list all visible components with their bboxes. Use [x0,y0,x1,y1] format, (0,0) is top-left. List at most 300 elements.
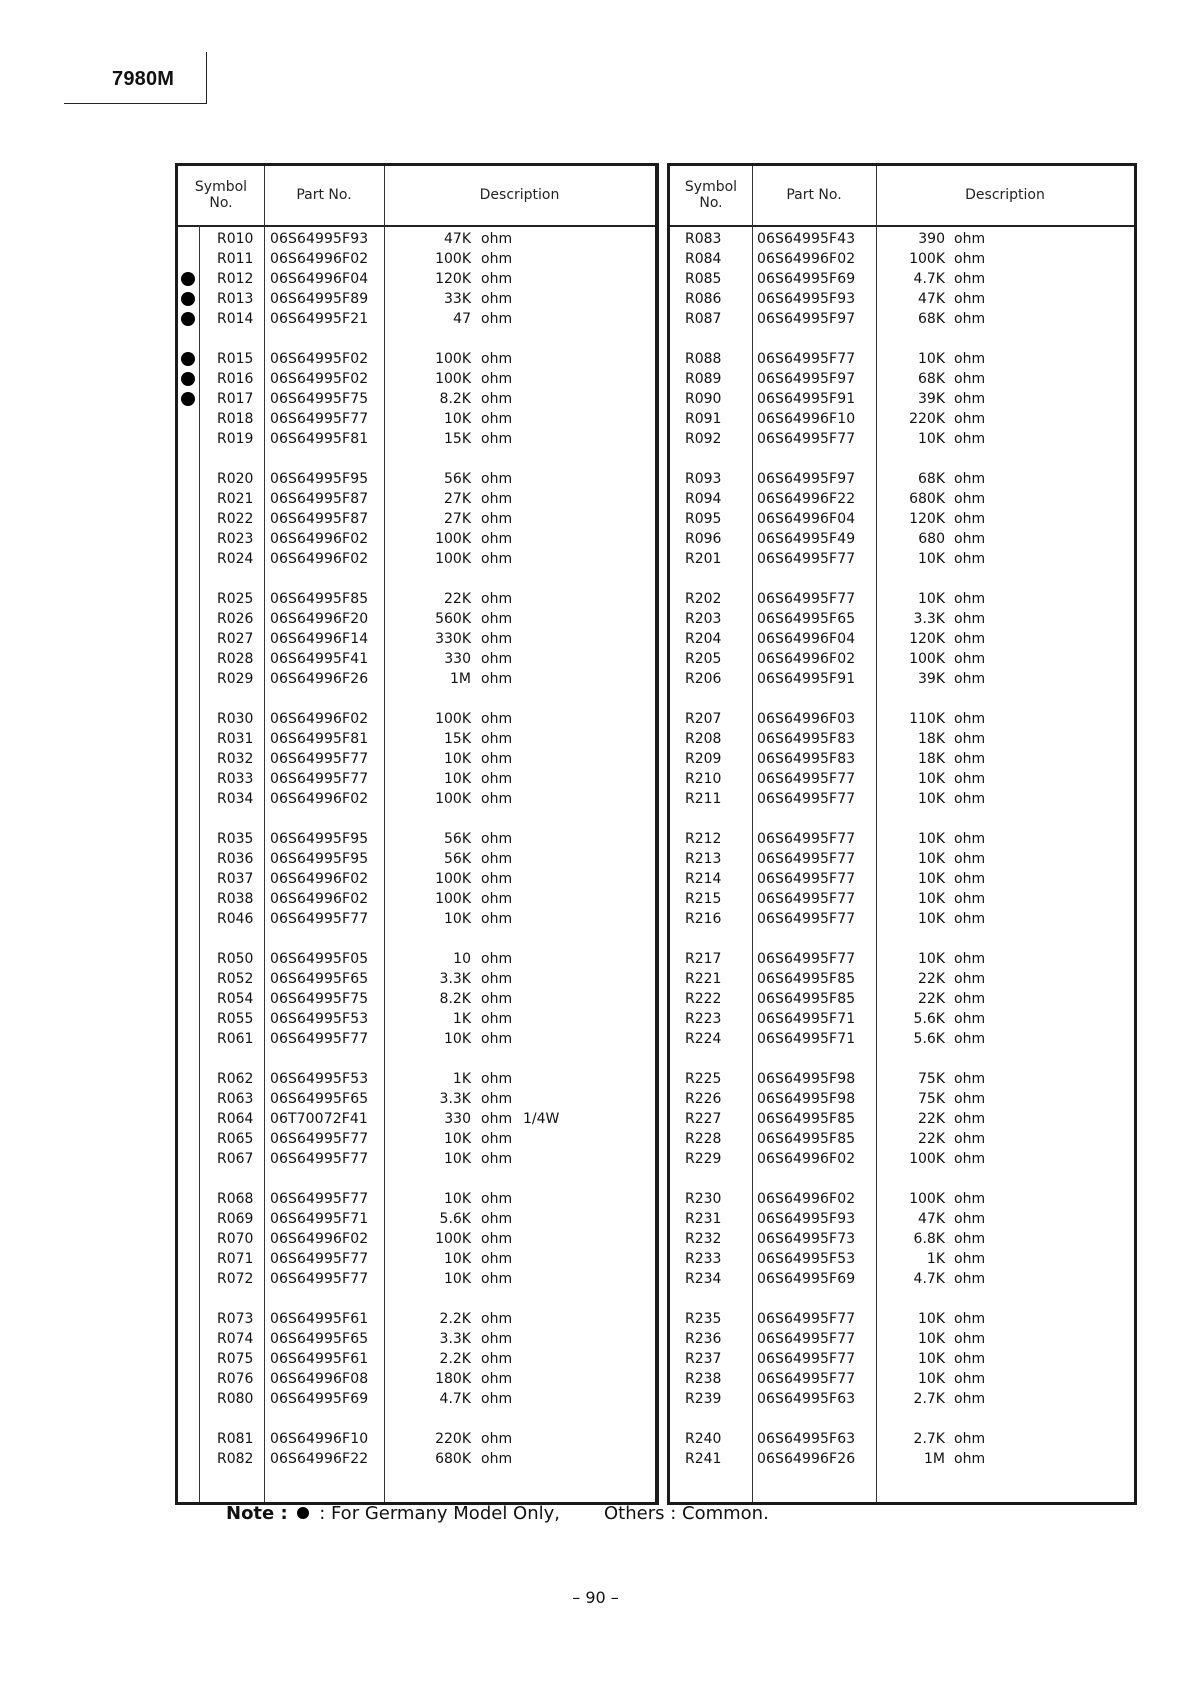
unit-cell: ohm [954,891,986,907]
unit-cell: ohm [954,311,986,327]
symbol-cell: R225 [685,1071,722,1087]
table-row [670,1249,1134,1269]
unit-cell: ohm [481,1031,513,1047]
table-row [178,1229,655,1249]
part-number-cell: 06S64996F02 [270,531,369,547]
unit-cell: ohm [481,1091,513,1107]
symbol-cell: R035 [217,831,254,847]
table-row [670,849,1134,869]
symbol-cell: R023 [217,531,254,547]
value-cell: 22K [444,591,471,607]
value-cell: 10K [444,411,471,427]
value-cell: 15K [444,431,471,447]
unit-cell: ohm [954,1031,986,1047]
symbol-cell: R217 [685,951,722,967]
part-number-cell: 06S64996F02 [270,1231,369,1247]
symbol-cell: R018 [217,411,254,427]
symbol-cell: R091 [685,411,722,427]
symbol-cell: R203 [685,611,722,627]
table-row [670,909,1134,929]
value-cell: 100K [435,351,471,367]
table-row [670,1029,1134,1049]
part-number-cell: 06S64995F53 [757,1251,856,1267]
germany-model-dot-icon [181,272,195,286]
unit-cell: ohm [954,1331,986,1347]
symbol-cell: R235 [685,1311,722,1327]
value-cell: 10K [444,771,471,787]
part-number-cell: 06S64995F77 [270,1031,369,1047]
part-number-cell: 06S64995F63 [757,1431,856,1447]
value-cell: 4.7K [439,1391,471,1407]
value-cell: 8.2K [439,391,471,407]
table-row [178,1129,655,1149]
unit-cell: ohm [954,731,986,747]
unit-cell: ohm [481,791,513,807]
symbol-cell: R211 [685,791,722,807]
value-cell: 10K [918,351,945,367]
part-number-cell: 06S64995F63 [757,1391,856,1407]
part-number-cell: 06S64995F95 [270,471,369,487]
unit-cell: ohm [954,591,986,607]
symbol-cell: R076 [217,1371,254,1387]
unit-cell: ohm [481,1431,513,1447]
value-cell: 8.2K [439,991,471,1007]
parts-table-right [667,163,1137,1505]
unit-cell: ohm [481,1151,513,1167]
part-number-cell: 06S64995F93 [757,1211,856,1227]
value-cell: 10K [444,751,471,767]
value-cell: 2.2K [439,1311,471,1327]
value-cell: 1M [450,671,471,687]
part-number-cell: 06S64995F21 [270,311,369,327]
table-row [670,469,1134,489]
part-number-cell: 06S64995F05 [270,951,369,967]
symbol-cell: R228 [685,1131,722,1147]
value-cell: 75K [918,1091,945,1107]
table-row [670,229,1134,249]
symbol-cell: R082 [217,1451,254,1467]
unit-cell: ohm [481,911,513,927]
part-number-cell: 06S64995F53 [270,1011,369,1027]
part-number-cell: 06S64995F77 [757,911,856,927]
table-row [178,909,655,929]
part-number-cell: 06S64995F77 [757,591,856,607]
symbol-cell: R202 [685,591,722,607]
unit-cell: ohm [481,731,513,747]
table-row [178,1429,655,1449]
table-row [178,1069,655,1089]
table-header [178,166,655,227]
symbol-cell: R030 [217,711,254,727]
header-symbol [670,179,752,211]
symbol-cell: R214 [685,871,722,887]
value-cell: 10K [444,1191,471,1207]
symbol-cell: R201 [685,551,722,567]
symbol-cell: R208 [685,731,722,747]
symbol-cell: R061 [217,1031,254,1047]
value-cell: 1K [452,1071,471,1087]
part-number-cell: 06S64995F77 [270,771,369,787]
page-number: – 90 – [572,1588,619,1607]
value-cell: 100K [435,1231,471,1247]
symbol-cell: R237 [685,1351,722,1367]
part-number-cell: 06S64995F89 [270,291,369,307]
unit-cell: ohm [481,831,513,847]
table-row [670,1309,1134,1329]
value-cell: 10K [918,551,945,567]
table-row [178,769,655,789]
unit-cell: ohm [481,971,513,987]
value-cell: 47K [918,291,945,307]
unit-cell: ohm [954,1231,986,1247]
value-cell: 10K [918,1331,945,1347]
symbol-cell: R027 [217,631,254,647]
table-row [178,1369,655,1389]
unit-cell: ohm [954,1211,986,1227]
unit-cell: ohm [481,511,513,527]
note-others: Others : Common. [604,1503,769,1524]
symbol-cell: R233 [685,1251,722,1267]
table-row [178,229,655,249]
symbol-cell: R095 [685,511,722,527]
part-number-cell: 06S64995F77 [757,1331,856,1347]
unit-cell: ohm [481,771,513,787]
symbol-cell: R020 [217,471,254,487]
unit-cell: ohm [481,1391,513,1407]
table-row [670,269,1134,289]
table-row [670,509,1134,529]
value-cell: 10K [918,591,945,607]
unit-cell: ohm [954,1111,986,1127]
unit-cell: ohm [481,751,513,767]
part-number-cell: 06S64995F95 [270,831,369,847]
part-number-cell: 06S64996F02 [757,251,856,267]
symbol-cell: R210 [685,771,722,787]
symbol-cell: R067 [217,1151,254,1167]
unit-cell: ohm [481,1371,513,1387]
symbol-cell: R240 [685,1431,722,1447]
table-row [178,649,655,669]
symbol-cell: R033 [217,771,254,787]
part-number-cell: 06S64995F65 [270,1091,369,1107]
germany-model-dot-icon [181,392,195,406]
table-row [178,1009,655,1029]
unit-cell: ohm [954,851,986,867]
value-cell: 47K [444,231,471,247]
part-number-cell: 06S64995F77 [270,411,369,427]
table-row [178,729,655,749]
value-cell: 5.6K [913,1031,945,1047]
symbol-cell: R238 [685,1371,722,1387]
symbol-cell: R052 [217,971,254,987]
unit-cell: ohm [954,231,986,247]
parts-table-left [175,163,659,1505]
value-cell: 10K [918,791,945,807]
value-cell: 390 [918,231,945,247]
part-number-cell: 06S64995F98 [757,1091,856,1107]
part-number-cell: 06S64996F14 [270,631,369,647]
symbol-cell: R205 [685,651,722,667]
symbol-cell: R072 [217,1271,254,1287]
symbol-cell: R050 [217,951,254,967]
part-number-cell: 06S64995F77 [270,1151,369,1167]
value-cell: 10K [444,1251,471,1267]
table-header [670,166,1134,227]
part-number-cell: 06S64995F85 [757,971,856,987]
symbol-cell: R241 [685,1451,722,1467]
part-number-cell: 06S64995F69 [757,271,856,287]
part-number-cell: 06S64996F08 [270,1371,369,1387]
part-number-cell: 06S64996F02 [270,791,369,807]
part-number-cell: 06S64995F71 [270,1211,369,1227]
part-number-cell: 06S64995F77 [757,1371,856,1387]
unit-cell: ohm [954,431,986,447]
value-cell: 75K [918,1071,945,1087]
symbol-cell: R063 [217,1091,254,1107]
symbol-cell: R029 [217,671,254,687]
bullet-icon [297,1507,309,1519]
symbol-cell: R036 [217,851,254,867]
part-number-cell: 06S64995F77 [757,771,856,787]
part-number-cell: 06S64995F71 [757,1031,856,1047]
part-number-cell: 06S64995F77 [757,951,856,967]
table-row [178,489,655,509]
unit-cell: ohm [954,971,986,987]
note-text: : For Germany Model Only, [319,1503,560,1524]
table-row [178,1349,655,1369]
value-cell: 56K [444,851,471,867]
unit-cell: ohm [481,231,513,247]
symbol-cell: R086 [685,291,722,307]
symbol-cell: R015 [217,351,254,367]
symbol-cell: R046 [217,911,254,927]
value-cell: 1M [924,1451,945,1467]
table-row [670,669,1134,689]
symbol-cell: R062 [217,1071,254,1087]
symbol-cell: R081 [217,1431,254,1447]
symbol-cell: R026 [217,611,254,627]
value-cell: 1K [926,1251,945,1267]
table-row [670,489,1134,509]
table-row [178,509,655,529]
table-row [670,649,1134,669]
part-number-cell: 06S64995F85 [757,1131,856,1147]
unit-cell: ohm [481,271,513,287]
value-cell: 110K [909,711,945,727]
value-cell: 10 [453,951,471,967]
part-number-cell: 06S64995F77 [757,431,856,447]
part-number-cell: 06S64995F71 [757,1011,856,1027]
table-row [670,389,1134,409]
table-row [670,369,1134,389]
value-cell: 68K [918,371,945,387]
part-number-cell: 06S64995F97 [757,471,856,487]
part-number-cell: 06S64995F77 [270,1131,369,1147]
value-cell: 47K [918,1211,945,1227]
unit-cell: ohm [481,251,513,267]
germany-model-dot-icon [181,312,195,326]
part-number-cell: 06T70072F41 [270,1111,368,1127]
part-number-cell: 06S64995F02 [270,351,369,367]
table-row [670,1229,1134,1249]
unit-cell: ohm [481,411,513,427]
unit-cell: ohm [481,1131,513,1147]
symbol-cell: R075 [217,1351,254,1367]
unit-cell: ohm [954,751,986,767]
value-cell: 10K [918,831,945,847]
part-number-cell: 06S64995F75 [270,991,369,1007]
unit-cell: ohm [481,611,513,627]
unit-cell: ohm [481,431,513,447]
unit-cell: ohm [954,1151,986,1167]
part-number-cell: 06S64995F77 [270,1191,369,1207]
unit-cell: ohm [954,991,986,1007]
symbol-cell: R216 [685,911,722,927]
unit-cell: ohm [481,471,513,487]
symbol-cell: R084 [685,251,722,267]
part-number-cell: 06S64995F41 [270,651,369,667]
symbol-cell: R071 [217,1251,254,1267]
part-number-cell: 06S64995F77 [270,1271,369,1287]
value-cell: 100K [435,891,471,907]
symbol-cell: R080 [217,1391,254,1407]
table-row [178,409,655,429]
value-cell: 47 [453,311,471,327]
value-cell: 100K [909,251,945,267]
table-row [178,869,655,889]
unit-cell: ohm [954,551,986,567]
unit-cell: ohm [481,311,513,327]
model-rule-vertical [206,52,207,104]
unit-cell: ohm [954,271,986,287]
part-number-cell: 06S64996F10 [270,1431,369,1447]
value-cell: 10K [444,1131,471,1147]
unit-cell: ohm [481,1191,513,1207]
symbol-cell: R021 [217,491,254,507]
unit-cell: ohm [481,491,513,507]
part-number-cell: 06S64996F02 [270,891,369,907]
symbol-cell: R206 [685,671,722,687]
value-cell: 10K [918,1311,945,1327]
part-number-cell: 06S64995F69 [270,1391,369,1407]
part-number-cell: 06S64995F91 [757,391,856,407]
unit-cell: ohm [481,651,513,667]
unit-cell: ohm [954,471,986,487]
symbol-cell: R204 [685,631,722,647]
unit-cell: ohm [954,371,986,387]
symbol-cell: R016 [217,371,254,387]
unit-cell: ohm [954,1271,986,1287]
unit-cell: ohm [954,251,986,267]
value-cell: 10K [918,871,945,887]
symbol-cell: R094 [685,491,722,507]
part-number-cell: 06S64995F73 [757,1231,856,1247]
part-number-cell: 06S64995F77 [757,1351,856,1367]
table-row [670,629,1134,649]
symbol-cell: R085 [685,271,722,287]
value-cell: 220K [435,1431,471,1447]
table-row [670,589,1134,609]
part-number-cell: 06S64995F65 [757,611,856,627]
value-cell: 10K [444,1151,471,1167]
unit-cell: ohm [481,711,513,727]
value-cell: 10K [918,431,945,447]
part-number-cell: 06S64995F85 [757,1111,856,1127]
symbol-cell: R230 [685,1191,722,1207]
table-row [670,1349,1134,1369]
value-cell: 10K [918,891,945,907]
header-description: Description [479,187,560,203]
unit-cell: ohm [954,1391,986,1407]
value-cell: 120K [909,511,945,527]
symbol-cell: R224 [685,1031,722,1047]
table-row [178,989,655,1009]
value-cell: 10K [918,951,945,967]
value-cell: 3.3K [439,971,471,987]
value-cell: 39K [918,391,945,407]
part-number-cell: 06S64995F65 [270,1331,369,1347]
unit-cell: ohm [481,1351,513,1367]
symbol-cell: R024 [217,551,254,567]
value-cell: 3.3K [439,1331,471,1347]
part-number-cell: 06S64996F02 [270,871,369,887]
value-cell: 4.7K [913,1271,945,1287]
value-cell: 68K [918,471,945,487]
part-number-cell: 06S64995F77 [757,551,856,567]
unit-cell: ohm [481,631,513,647]
part-number-cell: 06S64995F91 [757,671,856,687]
part-number-cell: 06S64995F43 [757,231,856,247]
symbol-cell: R089 [685,371,722,387]
unit-cell: ohm [954,1091,986,1107]
table-row [670,1009,1134,1029]
value-cell: 18K [918,731,945,747]
unit-cell: ohm [954,911,986,927]
part-number-cell: 06S64995F77 [757,871,856,887]
table-row [670,869,1134,889]
table-row [178,609,655,629]
table-row [178,1029,655,1049]
part-number-cell: 06S64995F65 [270,971,369,987]
unit-cell: ohm [481,871,513,887]
table-row [178,629,655,649]
header-description: Description [965,187,1045,203]
part-number-cell: 06S64995F77 [270,911,369,927]
part-number-cell: 06S64996F20 [270,611,369,627]
table-row [670,789,1134,809]
model-rule-horizontal [64,103,207,104]
part-number-cell: 06S64996F26 [270,671,369,687]
unit-cell: ohm [481,1271,513,1287]
table-row [670,249,1134,269]
value-cell: 27K [444,491,471,507]
value-cell: 10K [918,851,945,867]
unit-cell: ohm [954,391,986,407]
table-row [670,1369,1134,1389]
symbol-cell: R223 [685,1011,722,1027]
table-row [670,1329,1134,1349]
unit-cell: ohm [481,951,513,967]
table-row [178,469,655,489]
part-number-cell: 06S64995F83 [757,751,856,767]
symbol-cell: R215 [685,891,722,907]
value-cell: 120K [435,271,471,287]
symbol-cell: R034 [217,791,254,807]
table-row [670,989,1134,1009]
table-row [178,249,655,269]
value-cell: 68K [918,311,945,327]
symbol-cell: R231 [685,1211,722,1227]
